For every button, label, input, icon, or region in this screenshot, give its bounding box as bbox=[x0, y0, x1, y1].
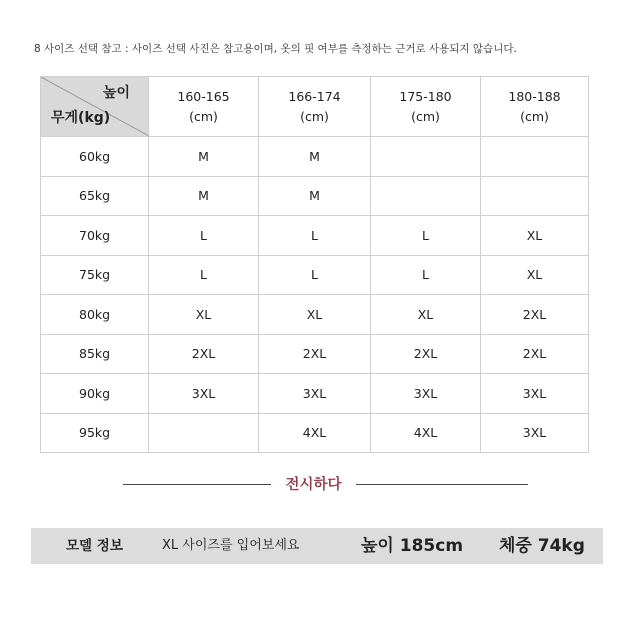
size-cell: 3XL bbox=[259, 374, 371, 414]
size-cell: 3XL bbox=[149, 374, 259, 414]
size-cell: 3XL bbox=[371, 374, 481, 414]
size-cell: 2XL bbox=[371, 334, 481, 374]
table-row bbox=[41, 374, 589, 414]
size-cell bbox=[371, 137, 481, 177]
table-header-row bbox=[41, 77, 589, 137]
size-cell bbox=[371, 176, 481, 216]
size-cell: 3XL bbox=[481, 413, 589, 453]
divider-right bbox=[356, 484, 528, 485]
size-cell: XL bbox=[259, 295, 371, 335]
weight-axis-label: 무게(kg) bbox=[51, 110, 111, 126]
height-column-header bbox=[149, 77, 259, 137]
corner-header-cell bbox=[41, 77, 149, 137]
table-row bbox=[41, 255, 589, 295]
weight-cell: 70kg bbox=[41, 216, 149, 256]
model-height: 높이 185cm bbox=[361, 536, 464, 556]
size-cell: L bbox=[149, 216, 259, 256]
size-cell bbox=[481, 137, 589, 177]
height-unit: (cm) bbox=[520, 108, 549, 124]
table-row bbox=[41, 137, 589, 177]
size-cell: 4XL bbox=[259, 413, 371, 453]
table-row bbox=[41, 334, 589, 374]
size-cell: L bbox=[259, 255, 371, 295]
size-cell: 2XL bbox=[481, 295, 589, 335]
model-weight: 체중 74kg bbox=[499, 536, 585, 556]
model-info-bar bbox=[31, 528, 603, 564]
size-cell bbox=[149, 413, 259, 453]
size-cell: L bbox=[371, 255, 481, 295]
weight-cell: 75kg bbox=[41, 255, 149, 295]
height-range: 175-180 bbox=[399, 88, 452, 104]
height-range: 180-188 bbox=[508, 88, 561, 104]
size-cell: 3XL bbox=[481, 374, 589, 414]
size-cell: M bbox=[259, 176, 371, 216]
weight-cell: 65kg bbox=[41, 176, 149, 216]
height-column-header bbox=[259, 77, 371, 137]
section-header bbox=[0, 470, 627, 500]
size-cell: M bbox=[149, 137, 259, 177]
size-note: 8 사이즈 선택 참고 : 사이즈 선택 사진은 참고용이며, 옷의 핏 여부를 측정하는 근거로 사용되지 않습니다. bbox=[34, 43, 517, 55]
model-info-label: 모델 정보 bbox=[66, 538, 123, 554]
size-cell: XL bbox=[371, 295, 481, 335]
size-chart-table bbox=[40, 76, 589, 453]
height-column-header bbox=[371, 77, 481, 137]
table-row bbox=[41, 295, 589, 335]
table-row bbox=[41, 176, 589, 216]
height-unit: (cm) bbox=[300, 108, 329, 124]
weight-cell: 80kg bbox=[41, 295, 149, 335]
height-unit: (cm) bbox=[411, 108, 440, 124]
size-cell: 2XL bbox=[149, 334, 259, 374]
size-cell: M bbox=[149, 176, 259, 216]
weight-cell: 85kg bbox=[41, 334, 149, 374]
size-cell: XL bbox=[149, 295, 259, 335]
size-cell: L bbox=[149, 255, 259, 295]
height-column-header bbox=[481, 77, 589, 137]
height-unit: (cm) bbox=[189, 108, 218, 124]
size-cell: XL bbox=[481, 255, 589, 295]
height-axis-label: 높이 bbox=[102, 85, 130, 101]
size-cell: 2XL bbox=[481, 334, 589, 374]
size-cell: XL bbox=[481, 216, 589, 256]
table-row bbox=[41, 413, 589, 453]
table-row bbox=[41, 216, 589, 256]
size-cell bbox=[481, 176, 589, 216]
model-size-text: XL 사이즈를 입어보세요 bbox=[162, 538, 300, 553]
size-cell: 2XL bbox=[259, 334, 371, 374]
size-cell: M bbox=[259, 137, 371, 177]
height-range: 166-174 bbox=[288, 88, 341, 104]
section-title: 전시하다 bbox=[285, 477, 342, 493]
size-cell: L bbox=[259, 216, 371, 256]
height-range: 160-165 bbox=[177, 88, 230, 104]
weight-cell: 95kg bbox=[41, 413, 149, 453]
size-cell: L bbox=[371, 216, 481, 256]
weight-cell: 90kg bbox=[41, 374, 149, 414]
weight-cell: 60kg bbox=[41, 137, 149, 177]
size-cell: 4XL bbox=[371, 413, 481, 453]
